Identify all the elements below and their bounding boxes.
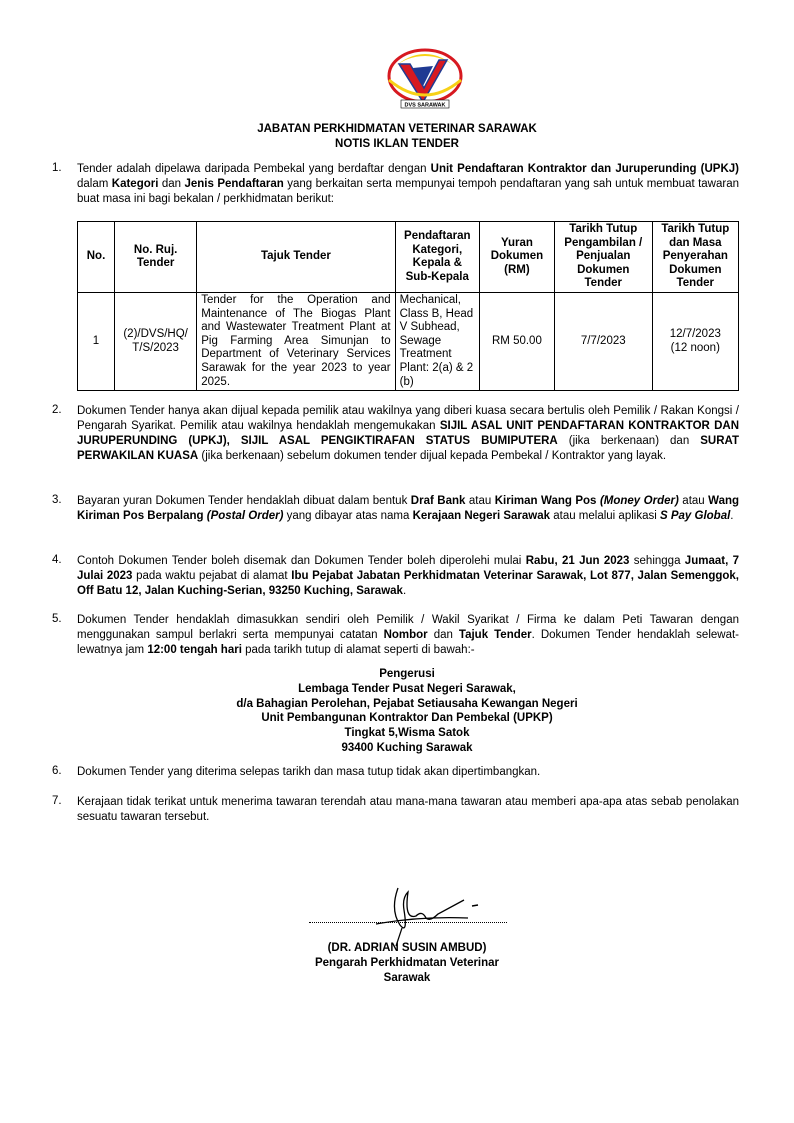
item-number-2: 2.	[52, 404, 62, 416]
cell-title: Tender for the Operation and Maintenance of The Biogas Plant and Wastewater Treatment Plant at Pig Farming Area Simunjan to Department of Veterinary Services Sarawak for the year 2023 to year 2025.	[197, 293, 395, 391]
item-number-4: 4.	[52, 554, 62, 566]
paragraph-1: Tender adalah dipelawa daripada Pembekal yang berdaftar dengan Unit Pendaftaran Kontraktor dan Juruperunding (UPKJ) dalam Kategori dan Jenis Pendaftaran yang berkaitan serta mempunyai tempoh pendaftaran yang sah untuk membuat tawaran buat masa ini bagi bekalan / perkhidmatan berikut:	[77, 163, 740, 205]
cell-ref: (2)/DVS/HQ/T/S/2023	[115, 293, 197, 391]
address-line: Lembaga Tender Pusat Negeri Sarawak,	[298, 682, 516, 695]
svg-text:DVS SARAWAK: DVS SARAWAK	[404, 102, 446, 109]
address-line: 93400 Kuching Sarawak	[341, 741, 473, 754]
table-header-row	[78, 222, 739, 293]
signatory-title: Pengarah Perkhidmatan Veterinar	[314, 957, 500, 969]
col-header-category: Pendaftaran Kategori, Kepala & Sub-Kepala	[395, 222, 479, 293]
paragraph-3: Bayaran yuran Dokumen Tender hendaklah dibuat dalam bentuk Draf Bank atau Kiriman Wang Pos (Money Order) atau Wang Kiriman Pos Berpalang (Postal Order) yang dibayar atas nama Kerajaan Negeri Sarawak atau melalui aplikasi S Pay Global.	[77, 495, 740, 522]
paragraph-5: Dokumen Tender hendaklah dimasukkan sendiri oleh Pemilik / Wakil Syarikat / Firma ke dalam Peti Tawaran dengan menggunakan sampul berlakri serta mempunyai catatan Nombor dan Tajuk Tender. Dokumen Tender hendaklah selewat-lewatnya jam 12:00 tengah hari pada tarikh tutup di alamat seperti di bawah:-	[77, 614, 740, 656]
cell-close-sale: 7/7/2023	[554, 293, 652, 391]
col-header-close-sale: Tarikh Tutup Pengambilan / Penjualan Dokumen Tender	[554, 222, 652, 293]
cell-category: Mechanical, Class B, Head V Subhead, Sewage Treatment Plant: 2(a) & 2 (b)	[395, 293, 479, 391]
submission-address	[0, 667, 794, 756]
close-submit-time: (12 noon)	[670, 341, 720, 354]
cell-fee: RM 50.00	[479, 293, 554, 391]
tender-table	[77, 221, 739, 391]
item-number-1: 1.	[52, 162, 62, 174]
paragraph-4: Contoh Dokumen Tender boleh disemak dan Dokumen Tender boleh diperolehi mulai Rabu, 21 Jun 2023 sehingga Jumaat, 7 Julai 2023 pada waktu pejabat di alamat Ibu Pejabat Jabatan Perkhidmatan Veterinar Sarawak, Lot 877, Jalan Semenggok, Off Batu 12, Jalan Kuching-Serian, 93250 Kuching, Sarawak.	[77, 555, 740, 597]
col-header-title: Tajuk Tender	[197, 222, 395, 293]
paragraph-7: Kerajaan tidak terikat untuk menerima tawaran terendah atau mana-mana tawaran atau memberi apa-apa atas sebab penolakan sesuatu tawaran tersebut.	[77, 796, 739, 823]
signatory-block	[0, 941, 794, 986]
address-line: d/a Bahagian Perolehan, Pejabat Setiausaha Kewangan Negeri	[236, 697, 578, 710]
item-number-5: 5.	[52, 613, 62, 625]
table-row	[78, 293, 739, 391]
close-submit-date: 12/7/2023	[669, 327, 721, 340]
col-header-close-submit: Tarikh Tutup dan Masa Penyerahan Dokumen Tender	[652, 222, 738, 293]
paragraph-2: Dokumen Tender hanya akan dijual kepada pemilik atau wakilnya yang diberi kuasa secara bertulis oleh Pemilik / Rakan Kongsi / Pengarah Syarikat. Pemilik atau wakilnya hendaklah mengemukakan SIJIL ASAL UNIT PENDAFTARAN KONTRAKTOR DAN JURUPERUNDING (UPKJ), SIJIL ASAL PENGIKTIRAFAN STATUS BUMIPUTERA (jika berkenaan) dan SURAT PERWAKILAN KUASA (jika berkenaan) sebelum dokumen tender dijual kepada Pembekal / Kontraktor yang layak.	[77, 405, 740, 462]
signatory-name: (DR. ADRIAN SUSIN AMBUD)	[327, 942, 487, 954]
col-header-no: No.	[78, 222, 115, 293]
item-number-6: 6.	[52, 765, 62, 777]
signature-line	[309, 922, 507, 923]
department-heading: JABATAN PERKHIDMATAN VETERINAR SARAWAK	[257, 123, 537, 135]
address-line: Pengerusi	[379, 668, 435, 680]
cell-close-submit	[652, 293, 738, 391]
address-line: Tingkat 5,Wisma Satok	[344, 727, 470, 740]
handwritten-signature	[360, 880, 490, 950]
notice-title: NOTIS IKLAN TENDER	[335, 138, 459, 150]
dvs-sarawak-logo	[383, 46, 467, 112]
cell-no: 1	[78, 293, 115, 391]
item-number-3: 3.	[52, 494, 62, 506]
col-header-fee: Yuran Dokumen (RM)	[479, 222, 554, 293]
paragraph-6: Dokumen Tender yang diterima selepas tarikh dan masa tutup tidak akan dipertimbangkan.	[77, 766, 541, 778]
item-number-7: 7.	[52, 795, 62, 807]
signatory-title: Sarawak	[383, 972, 431, 984]
address-line: Unit Pembangunan Kontraktor Dan Pembekal (UPKP)	[261, 712, 553, 725]
col-header-ref: No. Ruj. Tender	[115, 222, 197, 293]
